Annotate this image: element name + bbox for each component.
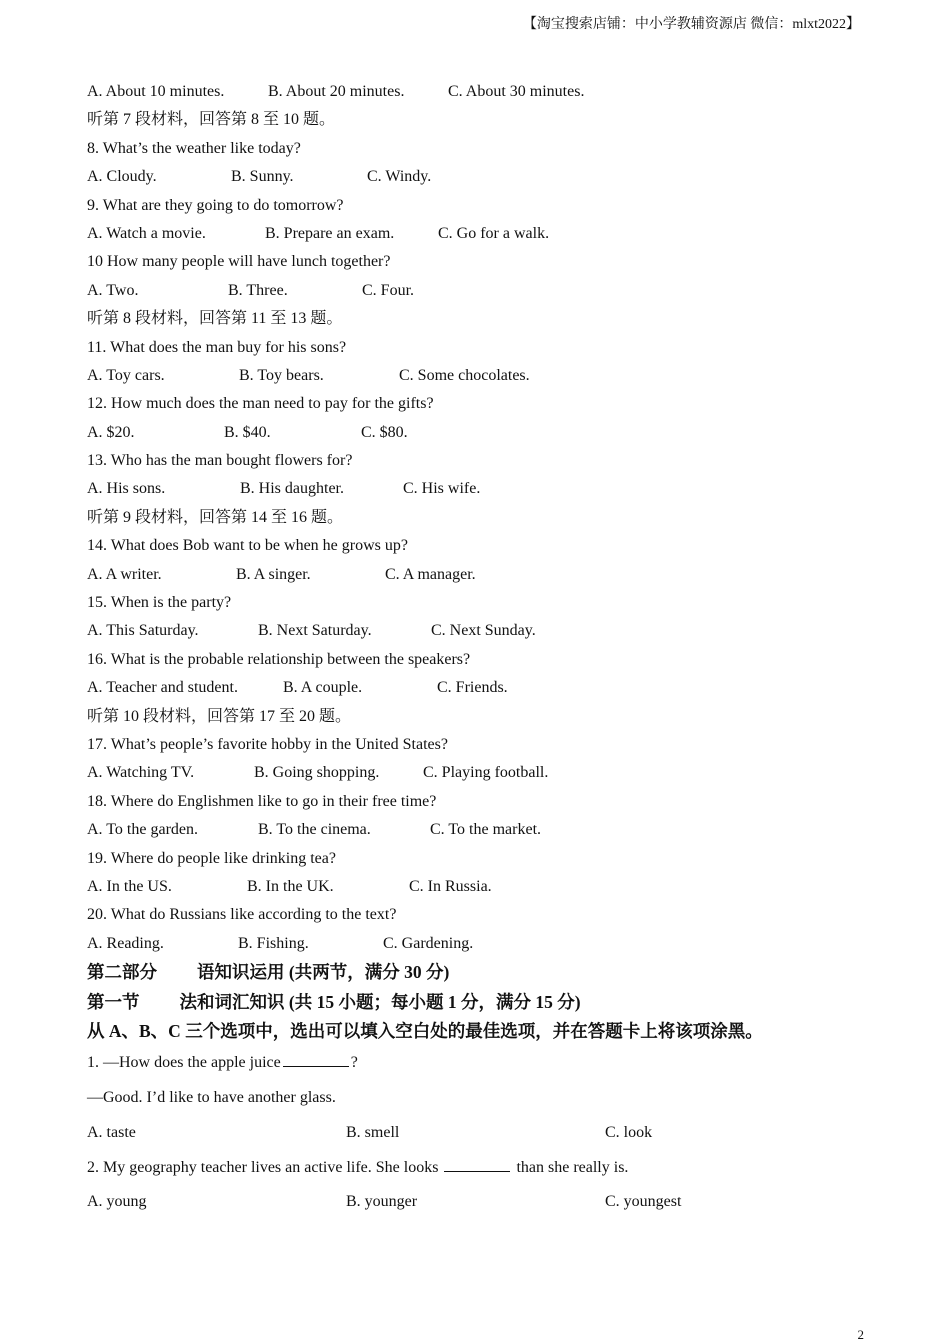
section-1-description: 法和词汇知识 (共 15 小题；每小题 1 分，满分 15 分) — [179, 991, 581, 1012]
option-c: C. To the market. — [430, 821, 542, 839]
q8-options — [87, 163, 877, 191]
q20-options — [87, 930, 877, 958]
part-2-description: 语知识运用 (共两节，满分 30 分) — [197, 962, 450, 983]
option-c: C. His wife. — [403, 480, 481, 498]
option-c: C. About 30 minutes. — [448, 83, 585, 100]
option-a: A. This Saturday. — [87, 622, 199, 640]
part-2-title — [87, 958, 877, 987]
option-c: C. Four. — [362, 281, 415, 299]
q9-options — [87, 220, 877, 248]
option-b: B. Three. — [228, 281, 288, 299]
question-14: 14. What does Bob want to be when he grows up? — [87, 537, 408, 555]
option-c: C. A manager. — [385, 565, 476, 583]
section-7-heading: 听第 7 段材料，回答第 8 至 10 题。 — [87, 111, 336, 129]
grammar-question-1-reply: —Good. I’d like to have another glass. — [87, 1089, 336, 1107]
section-1-label: 第一节 — [87, 991, 140, 1012]
option-c: C. look — [605, 1123, 653, 1141]
option-b: B. Toy bears. — [239, 366, 324, 384]
option-a: A. Reading. — [87, 934, 164, 952]
option-c: C. Friends. — [437, 679, 508, 697]
q15-options — [87, 617, 877, 645]
option-b: B. Prepare an exam. — [265, 224, 395, 242]
q14-options — [87, 561, 877, 589]
grammar-q2-options — [87, 1185, 877, 1220]
option-b: B. Going shopping. — [254, 764, 380, 782]
option-b: B. $40. — [224, 423, 271, 441]
option-c: C. In Russia. — [409, 877, 492, 895]
option-a: A. Watching TV. — [87, 764, 195, 782]
grammar-question-1 — [87, 1046, 877, 1081]
page-number: 2 — [857, 1327, 864, 1342]
option-b: B. A singer. — [236, 565, 311, 583]
option-b: B. A couple. — [283, 679, 363, 697]
option-c: C. Next Sunday. — [431, 622, 536, 640]
q16-options — [87, 674, 877, 702]
option-b: B. younger — [346, 1193, 418, 1211]
section-1-title — [87, 988, 877, 1017]
question-text-end: ? — [350, 1054, 358, 1072]
option-a: A. Watch a movie. — [87, 224, 206, 242]
answer-blank — [283, 1052, 349, 1067]
q19-options — [87, 873, 877, 901]
answer-blank — [444, 1157, 510, 1172]
option-c: C. $80. — [361, 423, 408, 441]
option-c: C. Windy. — [367, 168, 432, 186]
option-a: A. Two. — [87, 281, 139, 299]
option-a: A. $20. — [87, 423, 135, 441]
option-a: A. taste — [87, 1123, 136, 1141]
question-12: 12. How much does the man need to pay for the gifts? — [87, 395, 434, 413]
option-a: A. Toy cars. — [87, 366, 165, 384]
option-a: A. To the garden. — [87, 821, 198, 839]
option-b: B. His daughter. — [240, 480, 344, 498]
option-a: A. In the US. — [87, 877, 172, 895]
option-b: B. Fishing. — [238, 934, 309, 952]
option-a: A. About 10 minutes. — [87, 83, 225, 100]
question-16: 16. What is the probable relationship between the speakers? — [87, 650, 471, 668]
q10-options — [87, 277, 877, 305]
option-c: C. Playing football. — [423, 764, 549, 782]
question-19: 19. Where do people like drinking tea? — [87, 849, 336, 867]
question-13: 13. Who has the man bought flowers for? — [87, 452, 353, 470]
question-11: 11. What does the man buy for his sons? — [87, 338, 347, 356]
section-10-heading: 听第 10 段材料，回答第 17 至 20 题。 — [87, 707, 352, 725]
option-c: C. Gardening. — [383, 934, 474, 952]
exam-content — [87, 78, 877, 1220]
option-a: A. A writer. — [87, 565, 162, 583]
page-header: 【淘宝搜索店铺：中小学教辅资源店 微信：mlxt2022】 — [522, 17, 860, 32]
option-b: B. In the UK. — [247, 877, 334, 895]
option-b: B. smell — [346, 1123, 400, 1141]
option-a: A. young — [87, 1193, 147, 1211]
q18-options — [87, 816, 877, 844]
q7-options — [87, 78, 877, 106]
option-c: C. Go for a walk. — [438, 224, 550, 242]
question-10: 10 How many people will have lunch together? — [87, 253, 391, 271]
q12-options — [87, 419, 877, 447]
section-8-heading: 听第 8 段材料，回答第 11 至 13 题。 — [87, 310, 343, 328]
question-15: 15. When is the party? — [87, 594, 232, 612]
question-text: 2. My geography teacher lives an active life. She looks — [87, 1158, 439, 1176]
section-instruction: 从 A、B、C 三个选项中，选出可以填入空白处的最佳选项，并在答题卡上将该项涂黑。 — [87, 1020, 763, 1041]
option-b: B. About 20 minutes. — [268, 83, 405, 100]
question-18: 18. Where do Englishmen like to go in their free time? — [87, 792, 437, 810]
option-b: B. To the cinema. — [258, 821, 371, 839]
option-a: A. Teacher and student. — [87, 679, 238, 697]
question-9: 9. What are they going to do tomorrow? — [87, 196, 344, 214]
q11-options — [87, 362, 877, 390]
option-a: A. His sons. — [87, 480, 166, 498]
option-c: C. youngest — [605, 1193, 682, 1211]
question-8: 8. What’s the weather like today? — [87, 139, 301, 157]
q17-options — [87, 759, 877, 787]
part-2-label: 第二部分 — [87, 962, 157, 983]
grammar-q1-options — [87, 1116, 877, 1151]
option-b: B. Next Saturday. — [258, 622, 372, 640]
question-text-end: than she really is. — [516, 1158, 629, 1176]
question-17: 17. What’s people’s favorite hobby in the United States? — [87, 735, 448, 753]
option-b: B. Sunny. — [231, 168, 294, 186]
question-20: 20. What do Russians like according to the text? — [87, 906, 397, 924]
option-c: C. Some chocolates. — [399, 366, 530, 384]
option-a: A. Cloudy. — [87, 168, 157, 186]
q13-options — [87, 475, 877, 503]
grammar-question-2 — [87, 1151, 877, 1186]
section-9-heading: 听第 9 段材料，回答第 14 至 16 题。 — [87, 508, 344, 526]
question-text: 1. —How does the apple juice — [87, 1054, 281, 1072]
